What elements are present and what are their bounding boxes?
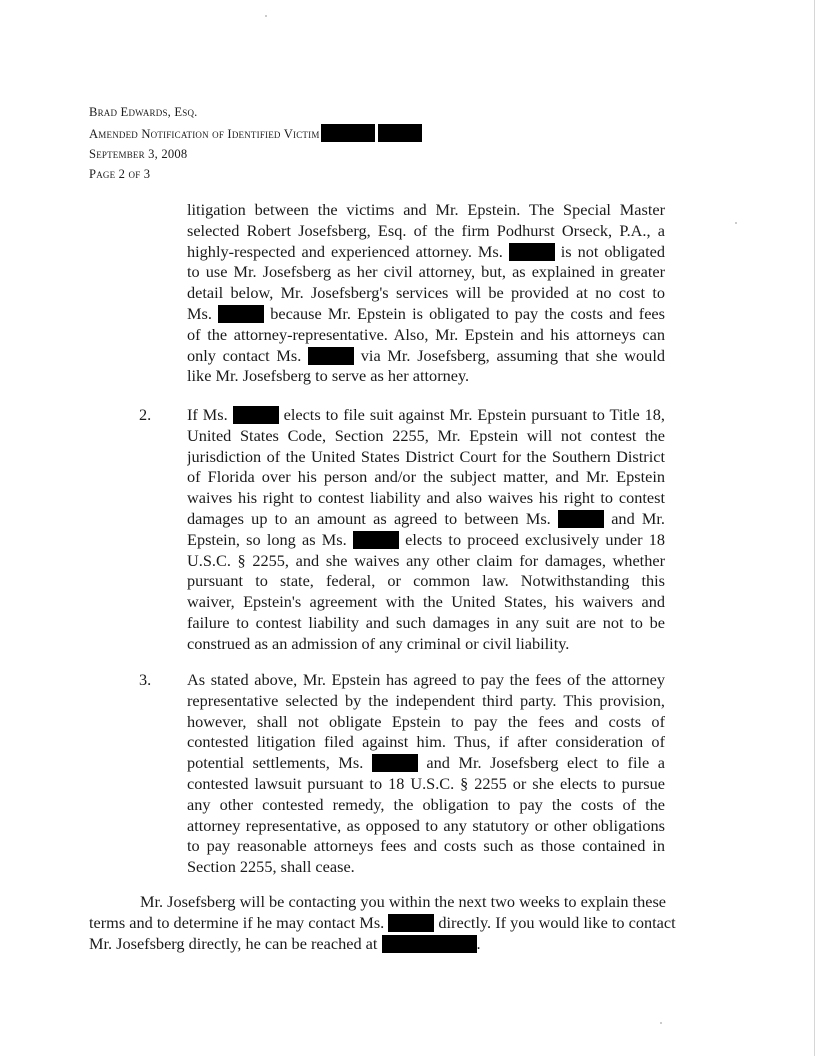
text-segment: elects to proceed exclusively under 18 bbox=[405, 529, 665, 549]
redaction-block bbox=[353, 531, 399, 549]
text-line: failure to contest liability and such damages in any suit are not to be bbox=[187, 612, 665, 632]
text-segment: If Ms. bbox=[187, 405, 228, 424]
text-line bbox=[187, 304, 665, 325]
redaction-block bbox=[233, 406, 279, 424]
text-segment: damages up to an amount as agreed to between Ms. bbox=[187, 508, 551, 528]
text-line: any other contested remedy, the obligation to pay the costs of the bbox=[187, 794, 665, 814]
redaction-block bbox=[382, 935, 477, 953]
text-line: selected Robert Josefsberg, Esq. of the firm Podhurst Orseck, P.A., a bbox=[187, 220, 665, 240]
text-segment: via Mr. Josefsberg, assuming that she would bbox=[360, 345, 665, 365]
text-line: waives his right to contest liability and also waives his right to contest bbox=[187, 488, 665, 508]
text-line: contested litigation filed against him. Thus, if after consideration of bbox=[187, 732, 665, 752]
header-subject-text: Amended Notification of Identified Victim bbox=[89, 126, 320, 141]
header-date: September 3, 2008 bbox=[89, 146, 188, 161]
text-line bbox=[187, 346, 665, 367]
text-segment: terms and to determine if he may contact Ms. bbox=[89, 912, 385, 932]
text-segment: and Mr. bbox=[611, 508, 665, 528]
letter-header bbox=[89, 103, 422, 186]
text-line: however, shall not obligate Epstein to pay the fees and costs of bbox=[187, 711, 665, 731]
redaction-block bbox=[372, 754, 418, 772]
text-segment: only contact Ms. bbox=[187, 345, 302, 365]
text-line: waiver, Epstein's agreement with the United States, his waivers and bbox=[187, 592, 665, 612]
text-segment: Ms. bbox=[187, 303, 212, 323]
text-segment: elects to file suit against Mr. Epstein pursuant to Title 18, bbox=[283, 405, 665, 424]
text-line: litigation between the victims and Mr. Epstein. The Special Master bbox=[187, 200, 665, 219]
redaction-block bbox=[218, 305, 264, 323]
text-segment: because Mr. Epstein is obligated to pay the costs and fees bbox=[270, 303, 665, 323]
text-line: like Mr. Josefsberg to serve as her attorney. bbox=[187, 366, 470, 386]
text-line bbox=[187, 242, 665, 263]
text-segment: is not obligated bbox=[560, 241, 665, 261]
redaction-block bbox=[308, 347, 354, 365]
text-line: pursuant to state, federal, or common law. Notwithstanding this bbox=[187, 571, 665, 591]
header-page-number: Page 2 of 3 bbox=[89, 167, 151, 182]
scan-speck bbox=[265, 15, 267, 17]
header-recipient: Brad Edwards, Esq. bbox=[89, 105, 198, 119]
continued-paragraph bbox=[187, 200, 665, 387]
text-segment: . bbox=[476, 933, 481, 953]
text-segment: and Mr. Josefsberg elect to file a bbox=[426, 753, 665, 773]
text-line: jurisdiction of the United States District Court for the Southern District bbox=[187, 446, 665, 466]
redaction-block bbox=[509, 243, 555, 261]
item-3-paragraph bbox=[187, 670, 665, 878]
text-segment: Epstein, so long as Ms. bbox=[187, 529, 347, 549]
text-line: contested lawsuit pursuant to 18 U.S.C. § 2255 or she elects to pursue bbox=[187, 773, 665, 793]
text-line: of Florida over his person and/or the subject matter, and Mr. Epstein bbox=[187, 467, 665, 487]
scan-speck bbox=[735, 222, 737, 224]
text-line: United States Code, Section 2255, Mr. Epstein will not contest the bbox=[187, 425, 665, 445]
text-line bbox=[187, 530, 665, 551]
text-line: Mr. Josefsberg will be contacting you within the next two weeks to explain these bbox=[140, 892, 667, 911]
text-segment: Mr. Josefsberg directly, he can be reached at bbox=[89, 933, 378, 953]
text-line: to pay reasonable attorneys fees and costs such as those contained in bbox=[187, 836, 665, 856]
header-subject bbox=[89, 124, 422, 145]
text-line: of the attorney-representative. Also, Mr. Epstein and his attorneys can bbox=[187, 324, 665, 344]
text-line: Section 2255, shall cease. bbox=[187, 857, 355, 877]
text-segment: directly. If you would like to contact bbox=[438, 912, 676, 932]
page-edge bbox=[814, 0, 815, 1056]
redaction-block bbox=[378, 124, 422, 142]
redaction-block bbox=[321, 124, 375, 142]
closing-paragraph bbox=[89, 892, 714, 954]
text-line: attorney representative, as opposed to any statutory or other obligations bbox=[187, 815, 665, 835]
text-line bbox=[187, 753, 665, 774]
text-segment: potential settlements, Ms. bbox=[187, 753, 364, 773]
redaction-block bbox=[388, 914, 434, 932]
text-line bbox=[89, 913, 714, 934]
item-number: 2. bbox=[139, 405, 152, 424]
text-line bbox=[187, 509, 665, 530]
item-2-paragraph bbox=[187, 405, 665, 655]
text-line: to use Mr. Josefsberg as her civil attorney, but, as explained in greater bbox=[187, 262, 665, 282]
text-line: detail below, Mr. Josefsberg's services will be provided at no cost to bbox=[187, 283, 665, 303]
redaction-block bbox=[558, 510, 604, 528]
text-line: representative selected by the independent third party. This provision, bbox=[187, 690, 665, 710]
text-line: U.S.C. § 2255, and she waives any other claim for damages, whether bbox=[187, 550, 665, 570]
text-line bbox=[89, 934, 714, 955]
text-line: As stated above, Mr. Epstein has agreed to pay the fees of the attorney bbox=[187, 670, 665, 689]
item-number: 3. bbox=[139, 670, 152, 689]
scan-speck bbox=[660, 1022, 662, 1024]
text-segment: highly-respected and experienced attorney. Ms. bbox=[187, 241, 503, 261]
text-line: construed as an admission of any criminal or civil liability. bbox=[187, 633, 570, 653]
text-line bbox=[187, 405, 665, 426]
